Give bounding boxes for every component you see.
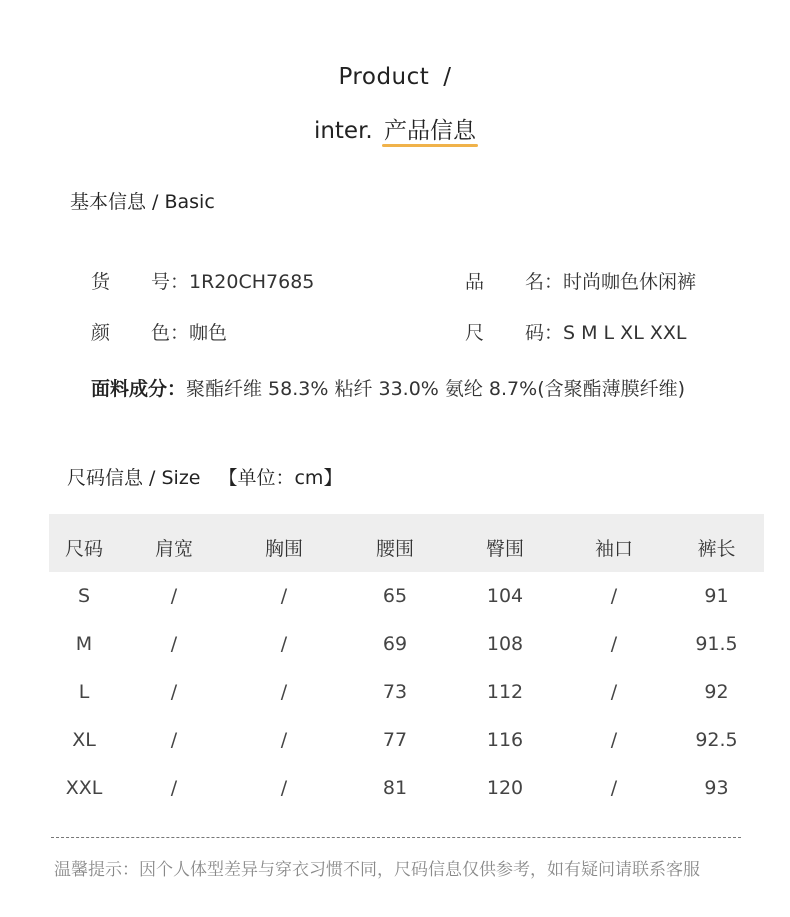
- table-cell: /: [280, 777, 288, 799]
- table-cell: /: [170, 633, 178, 655]
- color-label-b: 色：: [151, 322, 190, 344]
- table-cell: 116: [486, 729, 524, 751]
- table-cell: /: [280, 633, 288, 655]
- table-cell: XXL: [65, 777, 103, 799]
- color-label-a: 颜: [91, 322, 111, 344]
- item-number-label-a: 货: [91, 271, 111, 293]
- table-cell: 91.5: [695, 633, 738, 655]
- header-slash: /: [443, 64, 452, 90]
- table-cell: L: [78, 681, 90, 703]
- product-name-row: [465, 267, 696, 294]
- table-cell: /: [610, 729, 618, 751]
- product-name-label-b: 名：: [525, 271, 564, 293]
- table-cell: /: [280, 585, 288, 607]
- size-unit: 【单位：cm】: [218, 467, 343, 489]
- table-cell: 93: [704, 777, 729, 799]
- table-row: [49, 572, 764, 620]
- table-cell: 65: [382, 585, 408, 607]
- table-cell: 92.5: [695, 729, 738, 751]
- table-cell: /: [170, 729, 178, 751]
- table-cell: 73: [382, 681, 408, 703]
- size-label-b: 码：: [525, 322, 564, 344]
- fabric-value: 聚酯纤维 58.3% 粘纤 33.0% 氨纶 8.7%(含聚酯薄膜纤维): [186, 378, 686, 400]
- size-table: [49, 514, 764, 812]
- fabric-row: [91, 374, 685, 401]
- size-table-body: [49, 572, 764, 812]
- fabric-label: 面料成分：: [91, 378, 187, 400]
- table-row: [49, 764, 764, 812]
- table-cell: XL: [72, 729, 96, 751]
- size-table-header: [49, 514, 764, 572]
- table-cell: 104: [486, 585, 524, 607]
- size-info-title: 尺码信息 / Size: [67, 467, 201, 489]
- page-title-text: 产品信息: [384, 118, 477, 144]
- size-value: S M L XL XXL: [563, 322, 687, 344]
- table-cell: /: [610, 777, 618, 799]
- item-number-label-b: 号：: [151, 271, 190, 293]
- table-cell: 81: [382, 777, 408, 799]
- table-cell: /: [170, 681, 178, 703]
- title-accent-underline: [382, 144, 478, 147]
- table-cell: 92: [704, 681, 729, 703]
- page-title: [384, 112, 476, 145]
- size-table-header-cell: 臀围: [485, 537, 524, 560]
- table-cell: /: [170, 777, 178, 799]
- color-value: 咖色: [189, 322, 228, 344]
- table-cell: /: [610, 681, 618, 703]
- dashed-divider: [51, 837, 741, 838]
- footer-note: 温馨提示：因个人体型差异与穿衣习惯不同，尺码信息仅供参考，如有疑问请联系客服: [54, 860, 700, 880]
- header-title-line: [0, 112, 790, 145]
- table-cell: 77: [382, 729, 408, 751]
- size-table-header-cell: 腰围: [375, 537, 414, 560]
- color-row: [91, 318, 227, 345]
- table-cell: S: [77, 585, 91, 607]
- header-product-line: [0, 64, 790, 90]
- table-row: [49, 668, 764, 716]
- size-table-header-cell: 胸围: [264, 537, 303, 560]
- product-name-label-a: 品: [465, 271, 485, 293]
- table-cell: 108: [486, 633, 524, 655]
- product-name-value: 时尚咖色休闲裤: [563, 271, 697, 293]
- size-row: [465, 318, 686, 345]
- table-cell: 69: [382, 633, 408, 655]
- header-product-word: Product: [338, 64, 430, 90]
- basic-info-title: 基本信息 / Basic: [70, 191, 215, 213]
- table-cell: 91: [704, 585, 729, 607]
- size-table-header-cell: 袖口: [594, 537, 633, 560]
- table-cell: /: [280, 681, 288, 703]
- table-cell: M: [75, 633, 93, 655]
- table-cell: /: [610, 585, 618, 607]
- size-info-title-row: [67, 463, 342, 490]
- header-prefix: inter.: [313, 118, 373, 144]
- table-cell: 112: [486, 681, 524, 703]
- table-cell: /: [280, 729, 288, 751]
- size-table-header-cell: 肩宽: [154, 537, 193, 560]
- table-row: [49, 716, 764, 764]
- table-cell: 120: [486, 777, 524, 799]
- table-cell: /: [170, 585, 178, 607]
- size-label-a: 尺: [465, 322, 485, 344]
- item-number-row: [91, 267, 314, 294]
- size-table-header-cell: 尺码: [64, 537, 103, 560]
- table-row: [49, 620, 764, 668]
- size-table-header-cell: 裤长: [697, 537, 736, 560]
- table-cell: /: [610, 633, 618, 655]
- item-number-value: 1R20CH7685: [189, 271, 315, 293]
